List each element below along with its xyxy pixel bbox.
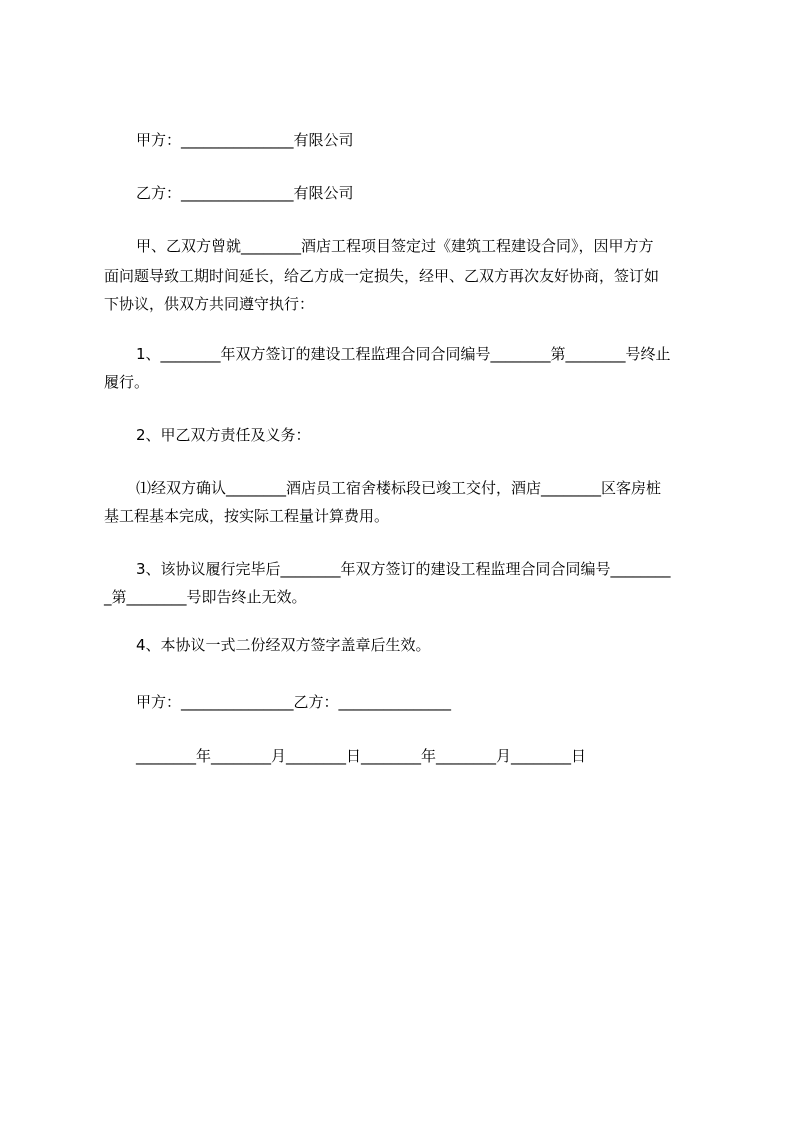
intro-line-2: 面问题导致工期时间延长，给乙方成一定损失，经甲、乙双方再次友好协商，签订如 — [104, 267, 660, 285]
clause3-line-2: _第________号即告终止无效。 — [104, 588, 307, 606]
date-line: ________年________月________日________年________月________日 — [136, 747, 587, 765]
party-b-line: 乙方：_______________有限公司 — [136, 184, 354, 202]
intro-line-1: 甲、乙双方曾就________酒店工程项目签定过《建筑工程建设合同》，因甲方方 — [136, 237, 654, 255]
intro-line-3: 下协议，供双方共同遵守执行： — [104, 295, 315, 313]
clause2-item1-line-2: 基工程基本完成，按实际工程量计算费用。 — [104, 507, 390, 525]
signature-line: 甲方：_______________乙方：_______________ — [136, 693, 452, 711]
clause4: 4、本协议一式二份经双方签字盖章后生效。 — [136, 636, 431, 654]
party-a-line: 甲方：_______________有限公司 — [136, 131, 354, 149]
clause1-line-2: 履行。 — [104, 373, 150, 391]
clause3-line-1: 3、该协议履行完毕后________年双方签订的建设工程监理合同合同编号________ — [136, 560, 671, 578]
clause1-line-1: 1、________年双方签订的建设工程监理合同合同编号________第________号终止 — [136, 345, 671, 363]
clause2-heading: 2、甲乙双方责任及义务： — [136, 426, 311, 444]
clause2-item1-line-1: ⑴经双方确认________酒店员工宿舍楼标段已竣工交付，酒店________区客房桩 — [136, 479, 662, 497]
